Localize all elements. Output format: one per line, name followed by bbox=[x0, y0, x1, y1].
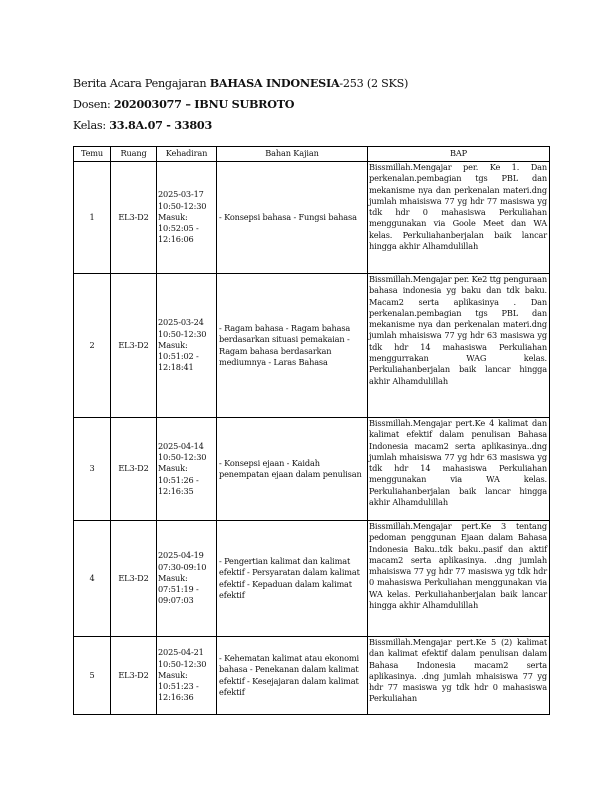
class-label: Kelas: bbox=[73, 119, 110, 132]
attendance-table bbox=[73, 146, 550, 715]
cell-bahan-kajian: - Ragam bahasa - Ragam bahasa berdasarkan situasi pemakaian - Ragam bahasa berdasarkan mediumnya - Laras Bahasa bbox=[217, 274, 368, 418]
cell-ruang: EL3-D2 bbox=[111, 521, 157, 637]
class-line bbox=[73, 118, 553, 139]
cell-bap: Bissmillah.Mengajar per. Ke 1. Dan perkenalan.pembagian tgs PBL dan mekanisme nya dan perkenalan materi.dng jumlah mhaisiswa 77 yg hdr 77 masiswa yg tdk hdr 0 mahasiswa Perkuliahan menggunakan via Goole Meet dan WA kelas. Perkuliahanberjalan baik lancar hingga akhir Alhamdulillah bbox=[368, 162, 550, 274]
table-row bbox=[74, 274, 550, 418]
lecturer-line bbox=[73, 97, 553, 118]
cell-temu: 2 bbox=[74, 274, 111, 418]
subject-name: BAHASA INDONESIA bbox=[209, 76, 340, 90]
table-header-row bbox=[74, 147, 550, 162]
cell-bap: Bissmillah.Mengajar pert.Ke 5 (2) kalimat dan kalimat efektif dalam penulisan dalam Bahasa Indonesia macam2 serta aplikasinya. .dng jumlah mhaisiswa 77 yg hdr 77 masiswa yg tdk hdr 0 mahasiswa Perkuliahan bbox=[368, 637, 550, 715]
cell-ruang: EL3-D2 bbox=[111, 274, 157, 418]
subject-code: -253 (2 SKS) bbox=[339, 77, 409, 90]
cell-bahan-kajian: - Konsepsi ejaan - Kaidah penempatan ejaan dalam penulisan bbox=[217, 418, 368, 521]
cell-bahan-kajian: - Kehematan kalimat atau ekonomi bahasa - Penekanan dalam kalimat efektif - Kesejajaran dalam kalimat efektif bbox=[217, 637, 368, 715]
column-header-temu: Temu bbox=[74, 147, 111, 162]
lecturer-label: Dosen: bbox=[73, 98, 114, 111]
cell-bap: Bissmillah.Mengajar pert.Ke 4 kalimat dan kalimat efektif dalam penulisan Bahasa Indonesia macam2 serta aplikasinya..dng jumlah mhaisiswa 77 yg hdr 63 masiswa yg tdk hdr 14 mahasiswa Perkuliahan menggunakan via WA kelas. Perkuliahanberjalan baik lancar hingga akhir Alhamdulillah bbox=[368, 418, 550, 521]
document-header bbox=[73, 76, 553, 139]
cell-kehadiran: 2025-04-19 07:30-09:10 Masuk: 07:51:19 - 09:07:03 bbox=[157, 521, 217, 637]
cell-ruang: EL3-D2 bbox=[111, 637, 157, 715]
subject-label: Berita Acara Pengajaran bbox=[73, 77, 210, 90]
column-header-bap: BAP bbox=[368, 147, 550, 162]
cell-bahan-kajian: - Pengertian kalimat dan kalimat efektif - Persyaratan dalam kalimat efektif - Kepaduan dalam kalimat efektif bbox=[217, 521, 368, 637]
cell-temu: 4 bbox=[74, 521, 111, 637]
cell-kehadiran: 2025-03-17 10:50-12:30 Masuk: 10:52:05 - 12:16:06 bbox=[157, 162, 217, 274]
cell-kehadiran: 2025-03-24 10:50-12:30 Masuk: 10:51:02 - 12:18:41 bbox=[157, 274, 217, 418]
cell-kehadiran: 2025-04-21 10:50-12:30 Masuk: 10:51:23 - 12:16:36 bbox=[157, 637, 217, 715]
cell-temu: 3 bbox=[74, 418, 111, 521]
subject-line bbox=[73, 76, 553, 97]
cell-bap: Bissmillah.Mengajar per. Ke2 ttg penguraan bahasa indonesia yg baku dan tdk baku. Macam2 serta aplikasinya . Dan perkenalan.pembagian tgs PBL dan mekanisme nya dan perkenalan materi.dng jumlah mhaisiswa 77 yg hdr 63 masiswa yg tdk hdr 14 mahasiswa Perkuliahan menggurrakan WAG kelas. Perkuliahanberjalan baik lancar hingga akhir Alhamdulillah bbox=[368, 274, 550, 418]
class-code: 33.8A.07 - 33803 bbox=[109, 118, 212, 132]
table-row bbox=[74, 418, 550, 521]
column-header-ruang: Ruang bbox=[111, 147, 157, 162]
lecturer-name: 202003077 – IBNU SUBROTO bbox=[113, 97, 295, 111]
cell-ruang: EL3-D2 bbox=[111, 162, 157, 274]
table-row bbox=[74, 521, 550, 637]
cell-ruang: EL3-D2 bbox=[111, 418, 157, 521]
cell-bap: Bissmillah.Mengajar pert.Ke 3 tentang pedoman penggunan Ejaan dalam Bahasa Indonesia Baku..tdk baku..pasif dan aktif macam2 serta aplikasinya. .dng jumlah mhaisiswa 77 yg hdr 77 masiswa yg tdk hdr 0 mahasiswa Perkuliahan menggunakan via WA kelas. Perkuliahanberjalan baik lancar hingga akhir Alhamdulillah bbox=[368, 521, 550, 637]
table-row bbox=[74, 637, 550, 715]
cell-temu: 1 bbox=[74, 162, 111, 274]
table-row bbox=[74, 162, 550, 274]
column-header-bahan-kajian: Bahan Kajian bbox=[217, 147, 368, 162]
cell-bahan-kajian: - Konsepsi bahasa - Fungsi bahasa bbox=[217, 162, 368, 274]
column-header-kehadiran: Kehadiran bbox=[157, 147, 217, 162]
cell-temu: 5 bbox=[74, 637, 111, 715]
cell-kehadiran: 2025-04-14 10:50-12:30 Masuk: 10:51:26 - 12:16:35 bbox=[157, 418, 217, 521]
